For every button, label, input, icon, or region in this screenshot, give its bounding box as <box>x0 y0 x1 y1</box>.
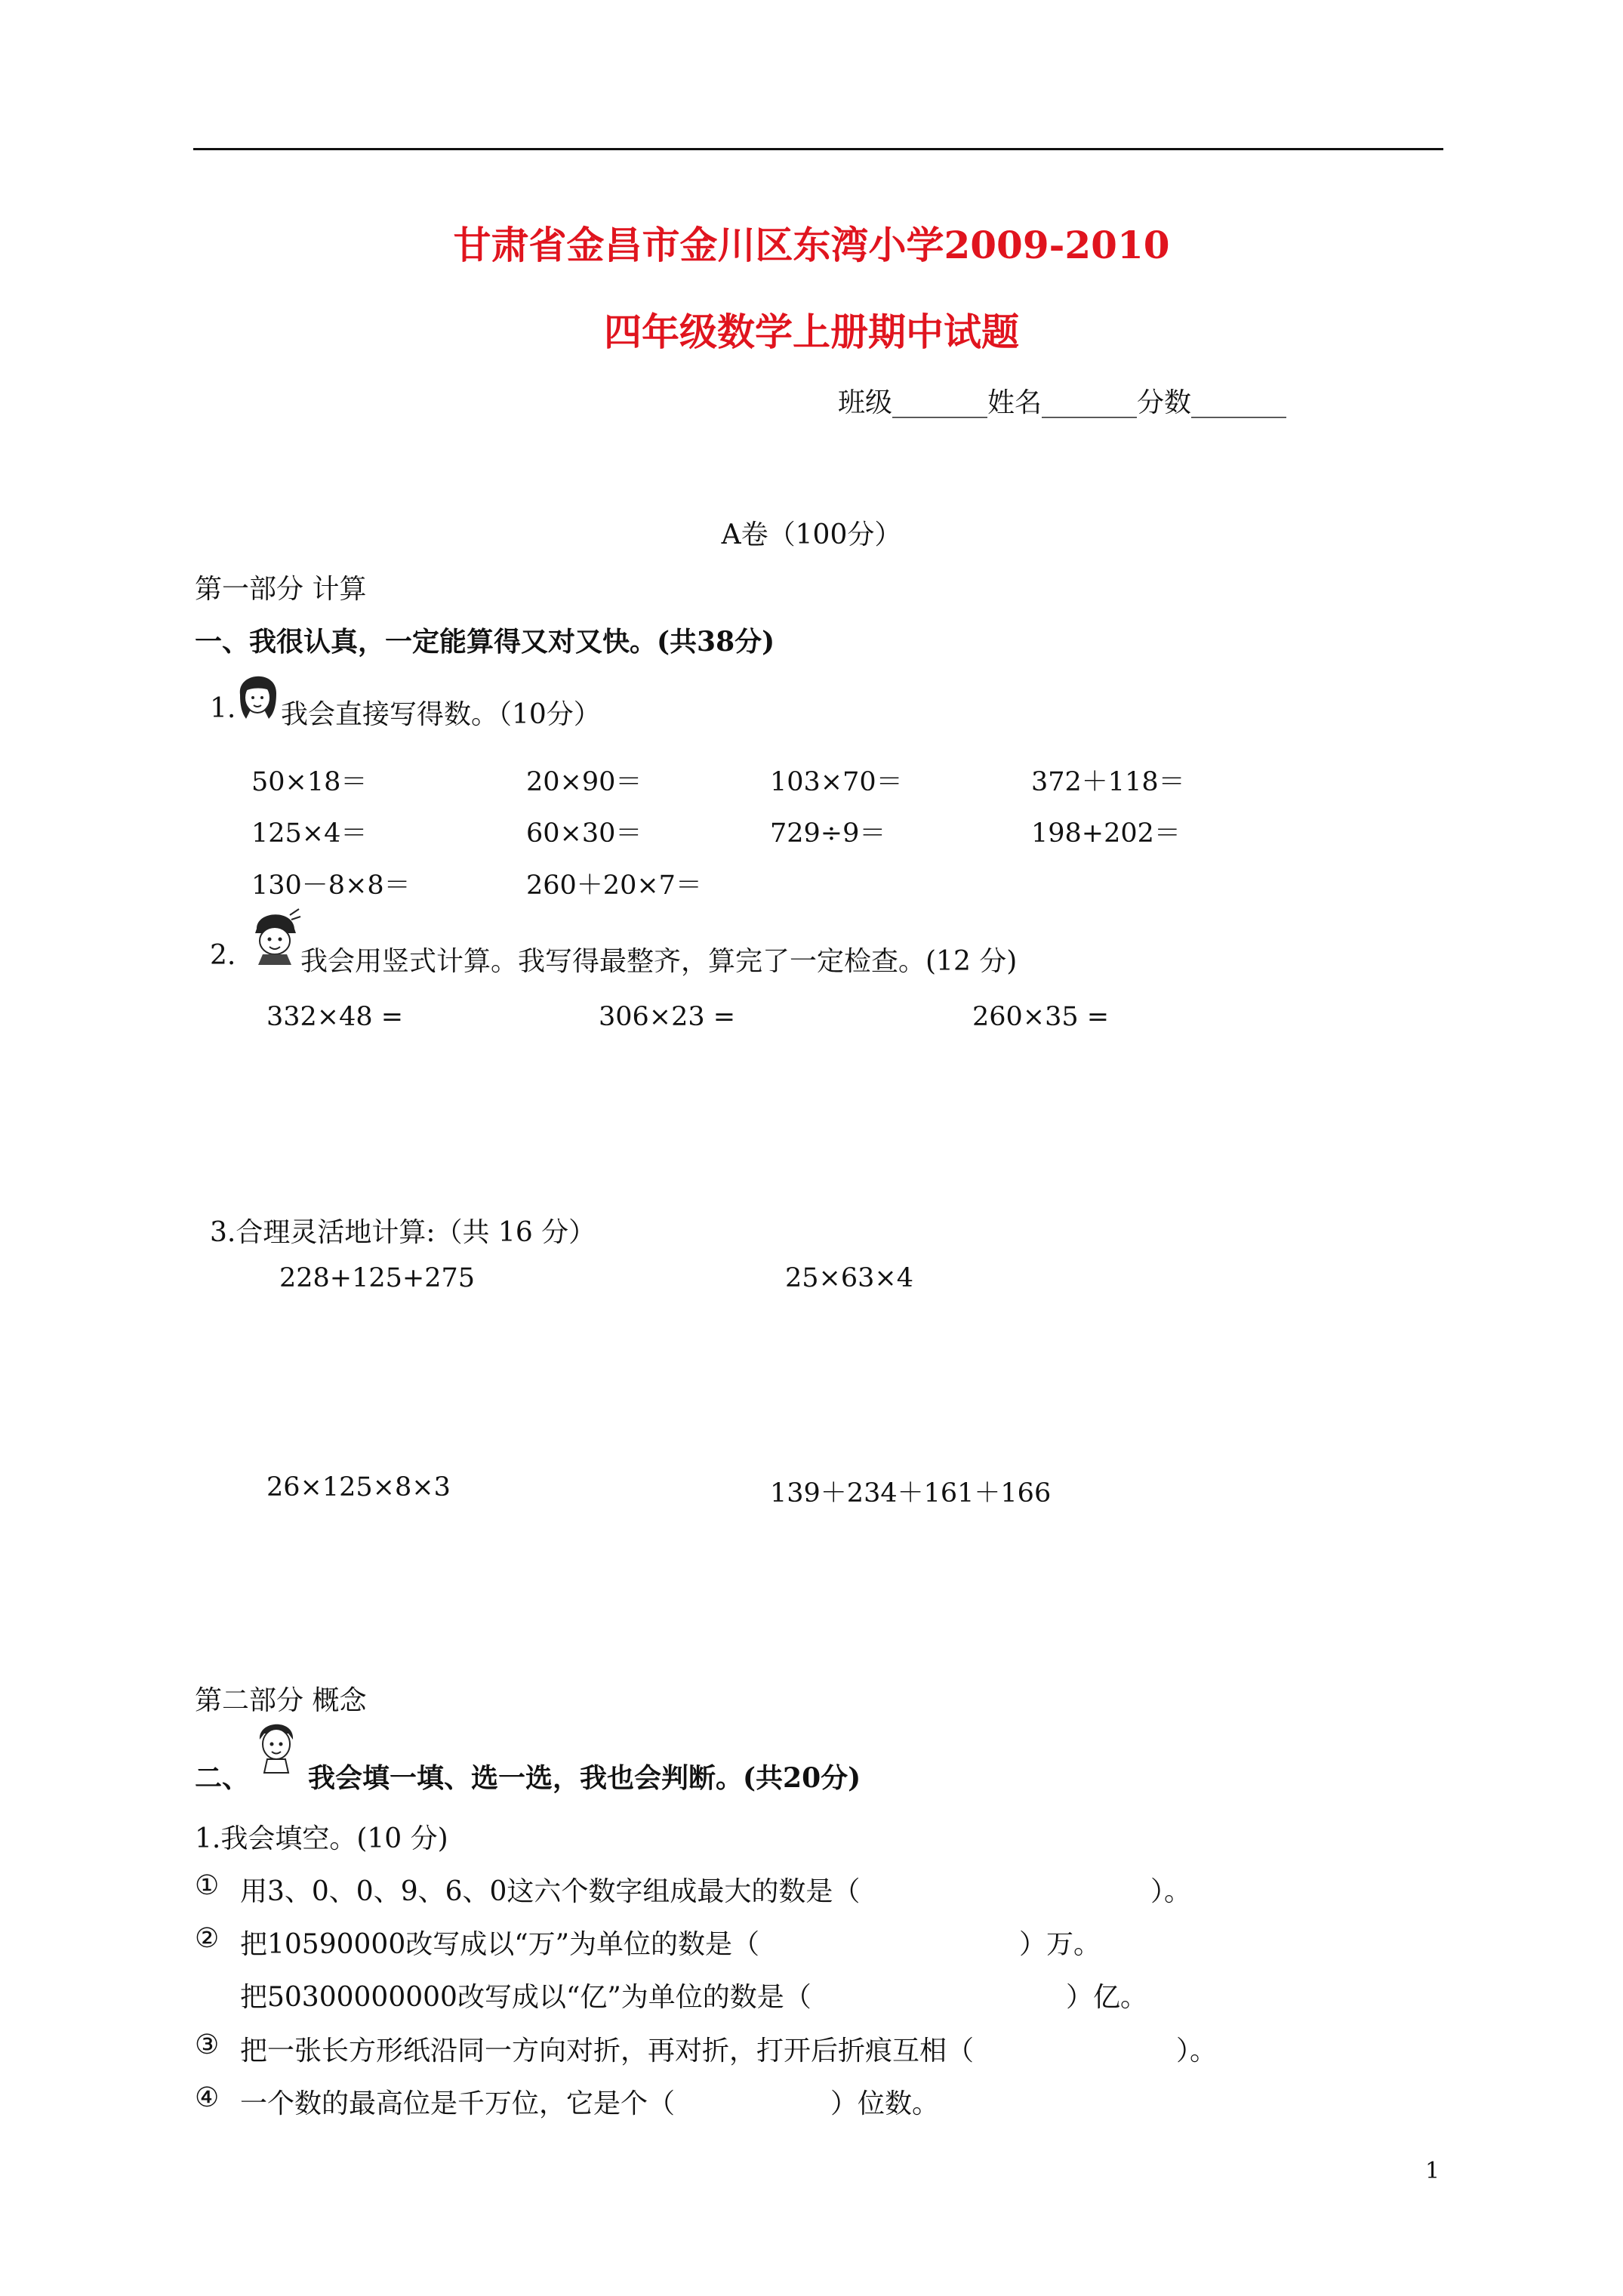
q1-r3-c2: 260＋20×7＝ <box>526 871 702 901</box>
q2-item-2: 306×23 = <box>599 1002 736 1032</box>
item-3-close: ）。 <box>1176 2036 1218 2066</box>
part2-q1-heading: 1.我会填空。(10 分) <box>195 1823 448 1854</box>
q1-label: 1. <box>210 693 236 724</box>
q2-item-1: 332×48 = <box>266 1002 404 1032</box>
item-4-text: 一个数的最高位是千万位，它是个（ <box>240 2088 676 2119</box>
item-2-marker: ② <box>195 1923 220 1954</box>
q1-r1-c1: 50×18＝ <box>251 767 368 797</box>
item-1-marker: ① <box>195 1870 220 1901</box>
title-line-1: 甘肃省金昌市金川区东湾小学2009-2010 <box>453 223 1170 267</box>
child-face-icon <box>254 1714 299 1774</box>
q3-item-3: 26×125×8×3 <box>266 1472 451 1502</box>
part1-heading: 第一部分 计算 <box>195 574 367 605</box>
item-2b-text: 把50300000000改写成以“亿”为单位的数是（ <box>240 1982 812 2013</box>
page-number: 1 <box>1425 2158 1440 2184</box>
q3-item-1: 228+125+275 <box>279 1263 476 1293</box>
q2-text: 我会用竖式计算。我写得最整齐，算完了一定检查。(12 分) <box>300 946 1018 977</box>
item-4-marker: ④ <box>195 2082 220 2113</box>
boy-face-icon <box>249 906 302 966</box>
q1-r2-c1: 125×4＝ <box>251 818 368 849</box>
q1-r2-c2: 60×30＝ <box>526 818 642 849</box>
q3-item-4: 139＋234＋161＋166 <box>770 1478 1052 1509</box>
item-4-close: ）位数。 <box>830 2088 940 2119</box>
q2-label: 2. <box>210 940 236 971</box>
item-1-text: 用3、0、0、9、6、0这六个数字组成最大的数是（ <box>240 1876 861 1907</box>
item-2-close: ）万。 <box>1019 1929 1101 1960</box>
girl-face-icon <box>234 664 281 725</box>
section1-heading: 一、我很认真，一定能算得又对又快。(共38分) <box>195 626 775 658</box>
student-info-line: 班级_______姓名_______分数_______ <box>838 387 1287 418</box>
q1-r1-c3: 103×70＝ <box>770 767 903 797</box>
q1-r2-c3: 729÷9＝ <box>770 818 886 849</box>
item-2-text: 把10590000改写成以“万”为单位的数是（ <box>240 1929 760 1960</box>
q1-r1-c2: 20×90＝ <box>526 767 642 797</box>
q1-text: 我会直接写得数。（10分） <box>281 699 601 730</box>
item-1-close: ）。 <box>1150 1876 1192 1907</box>
q3-item-2: 25×63×4 <box>785 1263 913 1293</box>
volume-a-heading: A卷（100分） <box>721 519 902 550</box>
title-line-2: 四年级数学上册期中试题 <box>604 310 1019 354</box>
q1-r1-c4: 372＋118＝ <box>1031 767 1185 797</box>
item-3-text: 把一张长方形纸沿同一方向对折，再对折，打开后折痕互相（ <box>240 2036 975 2066</box>
section2-text: 我会填一填、选一选，我也会判断。(共20分) <box>308 1762 861 1794</box>
q2-item-3: 260×35 = <box>972 1002 1110 1032</box>
q1-r3-c1: 130－8×8＝ <box>251 871 411 901</box>
item-2b-close: ）亿。 <box>1066 1982 1148 2013</box>
q3-heading: 3.合理灵活地计算:（共 16 分） <box>210 1217 596 1248</box>
q1-r2-c4: 198+202＝ <box>1031 818 1181 849</box>
part2-heading: 第二部分 概念 <box>195 1685 367 1716</box>
item-3-marker: ③ <box>195 2029 220 2060</box>
top-rule <box>193 148 1443 150</box>
section2-label: 二、 <box>195 1762 250 1794</box>
